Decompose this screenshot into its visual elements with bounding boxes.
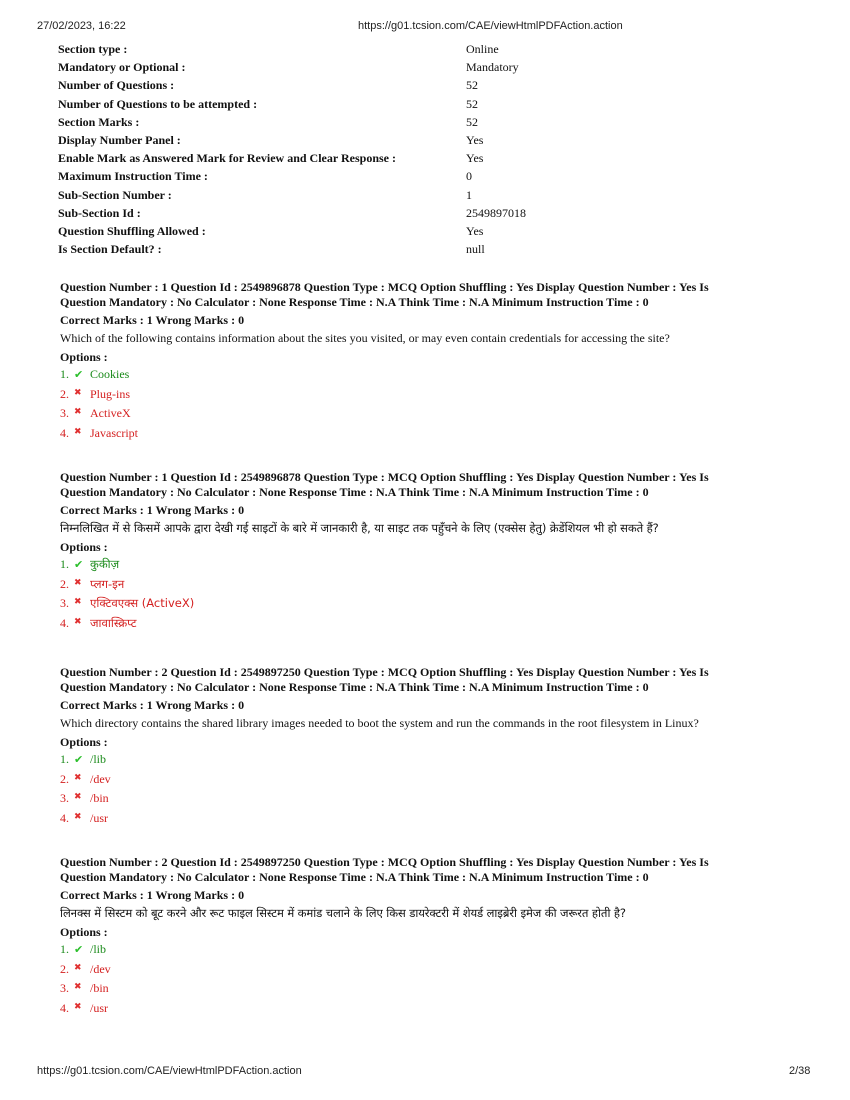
option-text: Cookies	[90, 367, 130, 381]
cross-icon: ✖	[74, 426, 82, 437]
section-info-label: Enable Mark as Answered Mark for Review and Clear Response :	[58, 151, 396, 166]
section-info-row	[58, 186, 758, 204]
option-item	[60, 404, 785, 424]
question-header-line: Question Mandatory : No Calculator : None Response Time : N.A Think Time : N.A Minimum Instruction Time : 0	[60, 485, 649, 499]
option-text: कुकीज़	[90, 557, 120, 571]
option-number: 2.	[60, 771, 69, 786]
section-info-value: Yes	[466, 223, 484, 238]
question-marks: Correct Marks : 1 Wrong Marks : 0	[60, 698, 245, 712]
option-number: 4.	[60, 1001, 69, 1016]
cross-icon: ✖	[74, 596, 82, 607]
question-block	[60, 855, 785, 1019]
option-item	[60, 385, 785, 405]
options-label: Options :	[60, 735, 108, 749]
option-item	[60, 940, 785, 960]
option-number: 3.	[60, 406, 69, 421]
options-label: Options :	[60, 540, 108, 554]
option-item	[60, 365, 785, 385]
check-icon: ✔	[74, 559, 84, 571]
option-item	[60, 614, 785, 634]
check-icon: ✔	[74, 369, 84, 381]
cross-icon: ✖	[74, 1001, 82, 1012]
section-info-label: Number of Questions :	[58, 78, 175, 93]
question-header-line: Question Number : 1 Question Id : 2549896878 Question Type : MCQ Option Shuffling : Yes Display Question Number : Yes Is	[60, 280, 709, 294]
section-info-row	[58, 131, 758, 149]
question-header-line: Question Mandatory : No Calculator : None Response Time : N.A Think Time : N.A Minimum Instruction Time : 0	[60, 870, 649, 884]
section-info-value: 2549897018	[466, 205, 526, 220]
section-info-value: 52	[466, 78, 478, 93]
page-number: 2/38	[789, 1065, 811, 1077]
section-info-row	[58, 240, 758, 258]
section-info-label: Number of Questions to be attempted :	[58, 96, 258, 111]
question-header-line: Question Number : 1 Question Id : 2549896878 Question Type : MCQ Option Shuffling : Yes Display Question Number : Yes Is	[60, 470, 709, 484]
section-info-table	[58, 40, 758, 258]
option-number: 1.	[60, 557, 69, 571]
option-text: Javascript	[90, 426, 138, 441]
question-header-line: Question Mandatory : No Calculator : None Response Time : N.A Think Time : N.A Minimum Instruction Time : 0	[60, 680, 649, 694]
section-info-row	[58, 149, 758, 167]
section-info-row	[58, 222, 758, 240]
option-item	[60, 750, 785, 770]
section-info-value: 52	[466, 96, 478, 111]
option-text: /bin	[90, 791, 109, 806]
option-number: 2.	[60, 576, 69, 591]
section-info-value: Yes	[466, 132, 484, 147]
option-number: 3.	[60, 596, 69, 611]
print-footer-url: https://g01.tcsion.com/CAE/viewHtmlPDFAction.action	[37, 1065, 302, 1077]
section-info-value: 0	[466, 169, 472, 184]
section-info-row	[58, 113, 758, 131]
option-text: /dev	[90, 771, 111, 786]
option-item	[60, 979, 785, 999]
question-marks: Correct Marks : 1 Wrong Marks : 0	[60, 313, 245, 327]
option-number: 3.	[60, 981, 69, 996]
section-info-row	[58, 204, 758, 222]
section-info-value: 52	[466, 114, 478, 129]
option-text: /usr	[90, 1001, 108, 1016]
section-info-label: Section type :	[58, 42, 128, 56]
question-text: Which directory contains the shared library images needed to boot the system and run the commands in the root filesystem in Linux?	[60, 716, 699, 730]
section-info-value: null	[466, 242, 485, 257]
options-label: Options :	[60, 350, 108, 364]
option-item	[60, 960, 785, 980]
section-info-label: Sub-Section Id :	[58, 205, 141, 220]
question-text: लिनक्स में सिस्टम को बूट करने और रूट फाइल सिस्टम में कमांड चलाने के लिए किस डायरेक्टरी में शेयर्ड लाइब्रेरी इमेज की जरूरत होती है?	[60, 906, 626, 920]
cross-icon: ✖	[74, 981, 82, 992]
section-info-value: Online	[466, 42, 499, 56]
option-number: 1.	[60, 942, 69, 956]
section-info-value: Mandatory	[466, 60, 519, 75]
option-number: 1.	[60, 367, 69, 381]
section-info-row	[58, 95, 758, 113]
section-info-label: Is Section Default? :	[58, 242, 162, 257]
option-number: 4.	[60, 426, 69, 441]
option-item	[60, 594, 785, 614]
option-item	[60, 424, 785, 444]
question-header-line: Question Number : 2 Question Id : 2549897250 Question Type : MCQ Option Shuffling : Yes Display Question Number : Yes Is	[60, 855, 709, 869]
option-number: 1.	[60, 752, 69, 766]
cross-icon: ✖	[74, 406, 82, 417]
question-block	[60, 470, 785, 634]
option-number: 4.	[60, 616, 69, 631]
option-text: /lib	[90, 942, 107, 956]
cross-icon: ✖	[74, 576, 82, 587]
cross-icon: ✖	[74, 811, 82, 822]
option-number: 4.	[60, 811, 69, 826]
question-text: Which of the following contains information about the sites you visited, or may even contain credentials for accessing the site?	[60, 331, 670, 345]
option-number: 2.	[60, 386, 69, 401]
section-info-label: Maximum Instruction Time :	[58, 169, 208, 184]
question-header-line: Question Number : 2 Question Id : 2549897250 Question Type : MCQ Option Shuffling : Yes Display Question Number : Yes Is	[60, 665, 709, 679]
option-number: 3.	[60, 791, 69, 806]
print-datetime: 27/02/2023, 16:22	[37, 20, 126, 32]
section-info-row	[58, 76, 758, 94]
option-text: /dev	[90, 961, 111, 976]
cross-icon: ✖	[74, 791, 82, 802]
option-text: प्लग-इन	[90, 576, 125, 591]
cross-icon: ✖	[74, 616, 82, 627]
question-block	[60, 665, 785, 829]
question-header-line: Question Mandatory : No Calculator : None Response Time : N.A Think Time : N.A Minimum Instruction Time : 0	[60, 295, 649, 309]
cross-icon: ✖	[74, 386, 82, 397]
section-info-value: Yes	[466, 151, 484, 166]
option-text: ActiveX	[90, 406, 131, 421]
question-text: निम्नलिखित में से किसमें आपके द्वारा देखी गई साइटों के बारे में जानकारी है, या साइट तक पहुँचने के लिए (एक्सेस हेतु) क्रेडेंशियल भी हो सकते हैं?	[60, 521, 659, 535]
option-number: 2.	[60, 961, 69, 976]
question-block	[60, 280, 785, 444]
print-header-url: https://g01.tcsion.com/CAE/viewHtmlPDFAction.action	[358, 20, 623, 32]
options-label: Options :	[60, 925, 108, 939]
option-text: /usr	[90, 811, 108, 826]
section-info-label: Question Shuffling Allowed :	[58, 223, 206, 238]
option-text: /lib	[90, 752, 107, 766]
section-info-label: Mandatory or Optional :	[58, 60, 186, 75]
cross-icon: ✖	[74, 961, 82, 972]
option-item	[60, 770, 785, 790]
option-item	[60, 575, 785, 595]
check-icon: ✔	[74, 754, 84, 766]
section-info-value: 1	[466, 187, 472, 202]
section-info-label: Display Number Panel :	[58, 132, 181, 147]
option-item	[60, 999, 785, 1019]
option-text: एक्टिवएक्स (ActiveX)	[90, 596, 195, 611]
option-item	[60, 555, 785, 575]
check-icon: ✔	[74, 944, 84, 956]
question-marks: Correct Marks : 1 Wrong Marks : 0	[60, 503, 245, 517]
option-item	[60, 809, 785, 829]
option-text: जावास्क्रिप्ट	[90, 616, 137, 631]
option-item	[60, 789, 785, 809]
cross-icon: ✖	[74, 771, 82, 782]
section-info-row	[58, 40, 758, 58]
section-info-row	[58, 167, 758, 185]
section-info-label: Sub-Section Number :	[58, 187, 172, 202]
question-marks: Correct Marks : 1 Wrong Marks : 0	[60, 888, 245, 902]
section-info-row	[58, 58, 758, 76]
option-text: /bin	[90, 981, 109, 996]
option-text: Plug-ins	[90, 386, 131, 401]
section-info-label: Section Marks :	[58, 114, 140, 129]
